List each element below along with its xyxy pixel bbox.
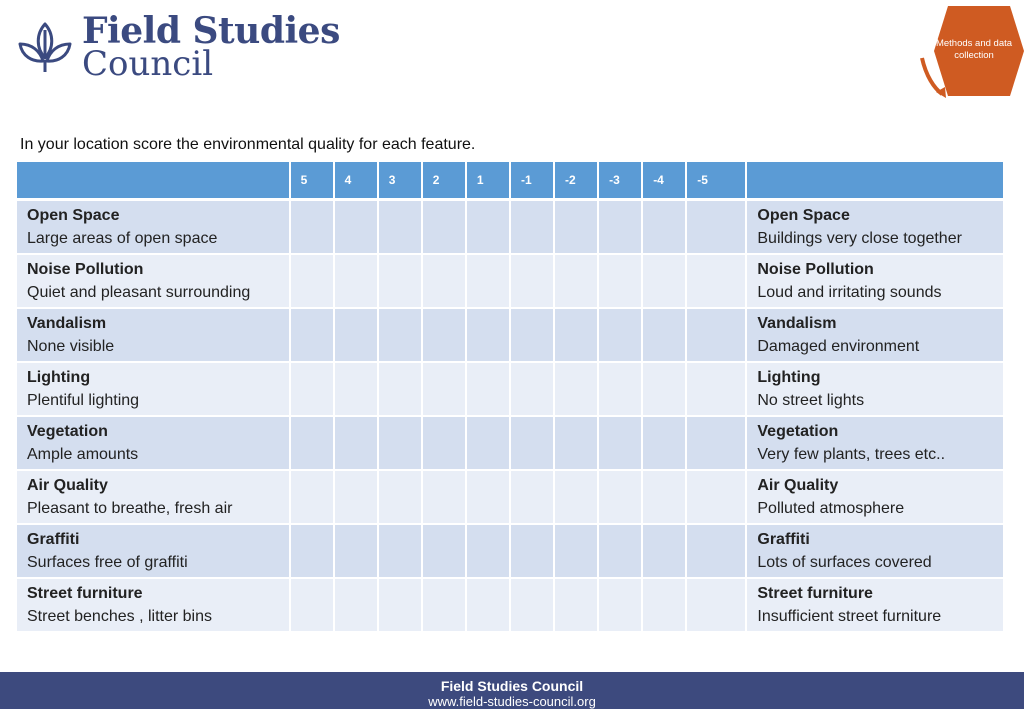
positive-cell xyxy=(17,255,289,309)
feature-name: Air Quality xyxy=(757,477,839,494)
score-cell[interactable] xyxy=(643,363,685,417)
score-header-cell: 3 xyxy=(379,162,421,201)
score-cell[interactable] xyxy=(643,255,685,309)
positive-description: Surfaces free of graffiti xyxy=(27,554,188,571)
table-row xyxy=(17,525,1003,579)
feature-name: Vegetation xyxy=(27,423,108,440)
positive-description: Plentiful lighting xyxy=(27,392,140,409)
feature-name: Graffiti xyxy=(757,531,810,548)
score-cell[interactable] xyxy=(467,255,509,309)
score-cell[interactable] xyxy=(423,525,465,579)
footer-url[interactable]: www.field-studies-council.org xyxy=(428,694,596,709)
negative-cell xyxy=(747,525,1003,579)
positive-cell xyxy=(17,363,289,417)
score-cell[interactable] xyxy=(599,363,641,417)
positive-cell xyxy=(17,309,289,363)
table-row xyxy=(17,579,1003,633)
score-cell[interactable] xyxy=(467,201,509,255)
feature-name: Lighting xyxy=(27,369,91,386)
score-cell[interactable] xyxy=(599,579,641,633)
negative-cell xyxy=(747,201,1003,255)
positive-cell xyxy=(17,579,289,633)
header-left-blank xyxy=(17,162,289,201)
negative-cell xyxy=(747,363,1003,417)
feature-name: Vandalism xyxy=(757,315,837,332)
score-cell[interactable] xyxy=(291,471,333,525)
positive-cell xyxy=(17,525,289,579)
score-cell[interactable] xyxy=(467,471,509,525)
score-cell[interactable] xyxy=(335,417,377,471)
score-cell[interactable] xyxy=(379,471,421,525)
score-cell[interactable] xyxy=(643,201,685,255)
score-cell[interactable] xyxy=(379,417,421,471)
score-cell[interactable] xyxy=(467,579,509,633)
score-cell[interactable] xyxy=(599,417,641,471)
score-cell[interactable] xyxy=(555,201,597,255)
score-cell[interactable] xyxy=(511,579,553,633)
table-row xyxy=(17,471,1003,525)
score-cell[interactable] xyxy=(599,471,641,525)
score-cell[interactable] xyxy=(423,255,465,309)
score-cell[interactable] xyxy=(379,255,421,309)
score-cell[interactable] xyxy=(335,525,377,579)
score-cell[interactable] xyxy=(643,471,685,525)
feature-name: Noise Pollution xyxy=(757,261,874,278)
negative-cell xyxy=(747,579,1003,633)
score-cell[interactable] xyxy=(335,363,377,417)
negative-description: Damaged environment xyxy=(757,338,920,355)
score-header-cell: 1 xyxy=(467,162,509,201)
score-cell[interactable] xyxy=(291,417,333,471)
environmental-quality-table xyxy=(15,162,1005,633)
score-cell[interactable] xyxy=(555,363,597,417)
score-header-cell: -3 xyxy=(599,162,641,201)
score-cell[interactable] xyxy=(511,309,553,363)
score-cell[interactable] xyxy=(379,363,421,417)
score-cell[interactable] xyxy=(379,201,421,255)
score-cell[interactable] xyxy=(379,525,421,579)
negative-description: Lots of surfaces covered xyxy=(757,554,932,571)
negative-description: Loud and irritating sounds xyxy=(757,284,942,301)
score-cell[interactable] xyxy=(335,201,377,255)
score-cell[interactable] xyxy=(687,417,745,471)
score-cell[interactable] xyxy=(687,255,745,309)
positive-cell xyxy=(17,201,289,255)
feature-name: Vandalism xyxy=(27,315,107,332)
score-cell[interactable] xyxy=(423,201,465,255)
negative-description: No street lights xyxy=(757,392,865,409)
positive-cell xyxy=(17,471,289,525)
negative-cell xyxy=(747,255,1003,309)
score-cell[interactable] xyxy=(511,471,553,525)
score-cell[interactable] xyxy=(687,471,745,525)
feature-name: Air Quality xyxy=(27,477,108,494)
footer-org: Field Studies Council xyxy=(440,678,584,694)
table-row xyxy=(17,255,1003,309)
score-cell[interactable] xyxy=(291,201,333,255)
logo-line1: Field Studies xyxy=(82,10,340,52)
score-cell[interactable] xyxy=(599,309,641,363)
score-cell[interactable] xyxy=(335,579,377,633)
positive-cell xyxy=(17,417,289,471)
score-cell[interactable] xyxy=(291,255,333,309)
score-cell[interactable] xyxy=(555,255,597,309)
score-header-cell: 5 xyxy=(291,162,333,201)
positive-description: Pleasant to breathe, fresh air xyxy=(27,500,233,517)
score-cell[interactable] xyxy=(423,363,465,417)
score-header-cell: 2 xyxy=(423,162,465,201)
feature-name: Open Space xyxy=(757,207,850,224)
header-right-blank xyxy=(747,162,1003,201)
feature-name: Street furniture xyxy=(27,585,143,602)
feature-name: Noise Pollution xyxy=(27,261,144,278)
table-row xyxy=(17,201,1003,255)
score-cell[interactable] xyxy=(379,579,421,633)
score-cell[interactable] xyxy=(291,579,333,633)
instruction-text: In your location score the environmental quality for each feature. xyxy=(20,136,476,153)
score-header-cell: -4 xyxy=(643,162,685,201)
feature-name: Lighting xyxy=(757,369,821,386)
table-row xyxy=(17,417,1003,471)
score-cell[interactable] xyxy=(467,417,509,471)
score-cell[interactable] xyxy=(335,255,377,309)
negative-cell xyxy=(747,309,1003,363)
score-header-row xyxy=(17,162,1003,201)
negative-description: Insufficient street furniture xyxy=(757,608,942,625)
score-cell[interactable] xyxy=(511,525,553,579)
logo xyxy=(14,10,340,85)
table-row xyxy=(17,309,1003,363)
negative-description: Buildings very close together xyxy=(757,230,962,247)
negative-description: Polluted atmosphere xyxy=(757,500,905,517)
score-cell[interactable] xyxy=(511,255,553,309)
positive-description: Quiet and pleasant surrounding xyxy=(27,284,251,301)
positive-description: Ample amounts xyxy=(27,446,139,463)
score-cell[interactable] xyxy=(423,579,465,633)
score-cell[interactable] xyxy=(643,417,685,471)
score-cell[interactable] xyxy=(335,471,377,525)
methods-badge-label: Methods and data collection xyxy=(935,38,1013,61)
score-cell[interactable] xyxy=(291,363,333,417)
feature-name: Graffiti xyxy=(27,531,80,548)
score-cell[interactable] xyxy=(511,201,553,255)
score-cell[interactable] xyxy=(555,525,597,579)
footer xyxy=(0,672,1024,709)
score-cell[interactable] xyxy=(555,417,597,471)
score-cell[interactable] xyxy=(291,525,333,579)
score-cell[interactable] xyxy=(643,579,685,633)
logo-line2: Council xyxy=(82,44,214,85)
negative-description: Very few plants, trees etc.. xyxy=(757,446,946,463)
score-cell[interactable] xyxy=(467,309,509,363)
feature-name: Open Space xyxy=(27,207,120,224)
score-cell[interactable] xyxy=(379,309,421,363)
score-cell[interactable] xyxy=(467,525,509,579)
score-cell[interactable] xyxy=(555,471,597,525)
score-cell[interactable] xyxy=(335,309,377,363)
score-cell[interactable] xyxy=(687,579,745,633)
score-header-cell: -1 xyxy=(511,162,553,201)
score-cell[interactable] xyxy=(599,255,641,309)
positive-description: Large areas of open space xyxy=(27,230,218,247)
score-cell[interactable] xyxy=(423,471,465,525)
positive-description: Street benches , litter bins xyxy=(27,608,212,625)
score-cell[interactable] xyxy=(291,309,333,363)
score-cell[interactable] xyxy=(555,309,597,363)
score-header-cell: -5 xyxy=(687,162,745,201)
positive-description: None visible xyxy=(27,338,115,355)
feature-name: Vegetation xyxy=(757,423,839,440)
feature-name: Street furniture xyxy=(757,585,873,602)
score-cell[interactable] xyxy=(555,579,597,633)
negative-cell xyxy=(747,471,1003,525)
score-header-cell: 4 xyxy=(335,162,377,201)
score-cell[interactable] xyxy=(599,525,641,579)
score-cell[interactable] xyxy=(467,363,509,417)
negative-cell xyxy=(747,417,1003,471)
score-cell[interactable] xyxy=(599,201,641,255)
score-cell[interactable] xyxy=(511,417,553,471)
score-cell[interactable] xyxy=(423,309,465,363)
score-cell[interactable] xyxy=(687,309,745,363)
leaf-icon xyxy=(14,16,76,78)
score-cell[interactable] xyxy=(423,417,465,471)
score-cell[interactable] xyxy=(687,525,745,579)
table-row xyxy=(17,363,1003,417)
score-cell[interactable] xyxy=(687,363,745,417)
score-cell[interactable] xyxy=(643,309,685,363)
score-header-cell: -2 xyxy=(555,162,597,201)
score-cell[interactable] xyxy=(643,525,685,579)
score-cell[interactable] xyxy=(511,363,553,417)
score-cell[interactable] xyxy=(687,201,745,255)
